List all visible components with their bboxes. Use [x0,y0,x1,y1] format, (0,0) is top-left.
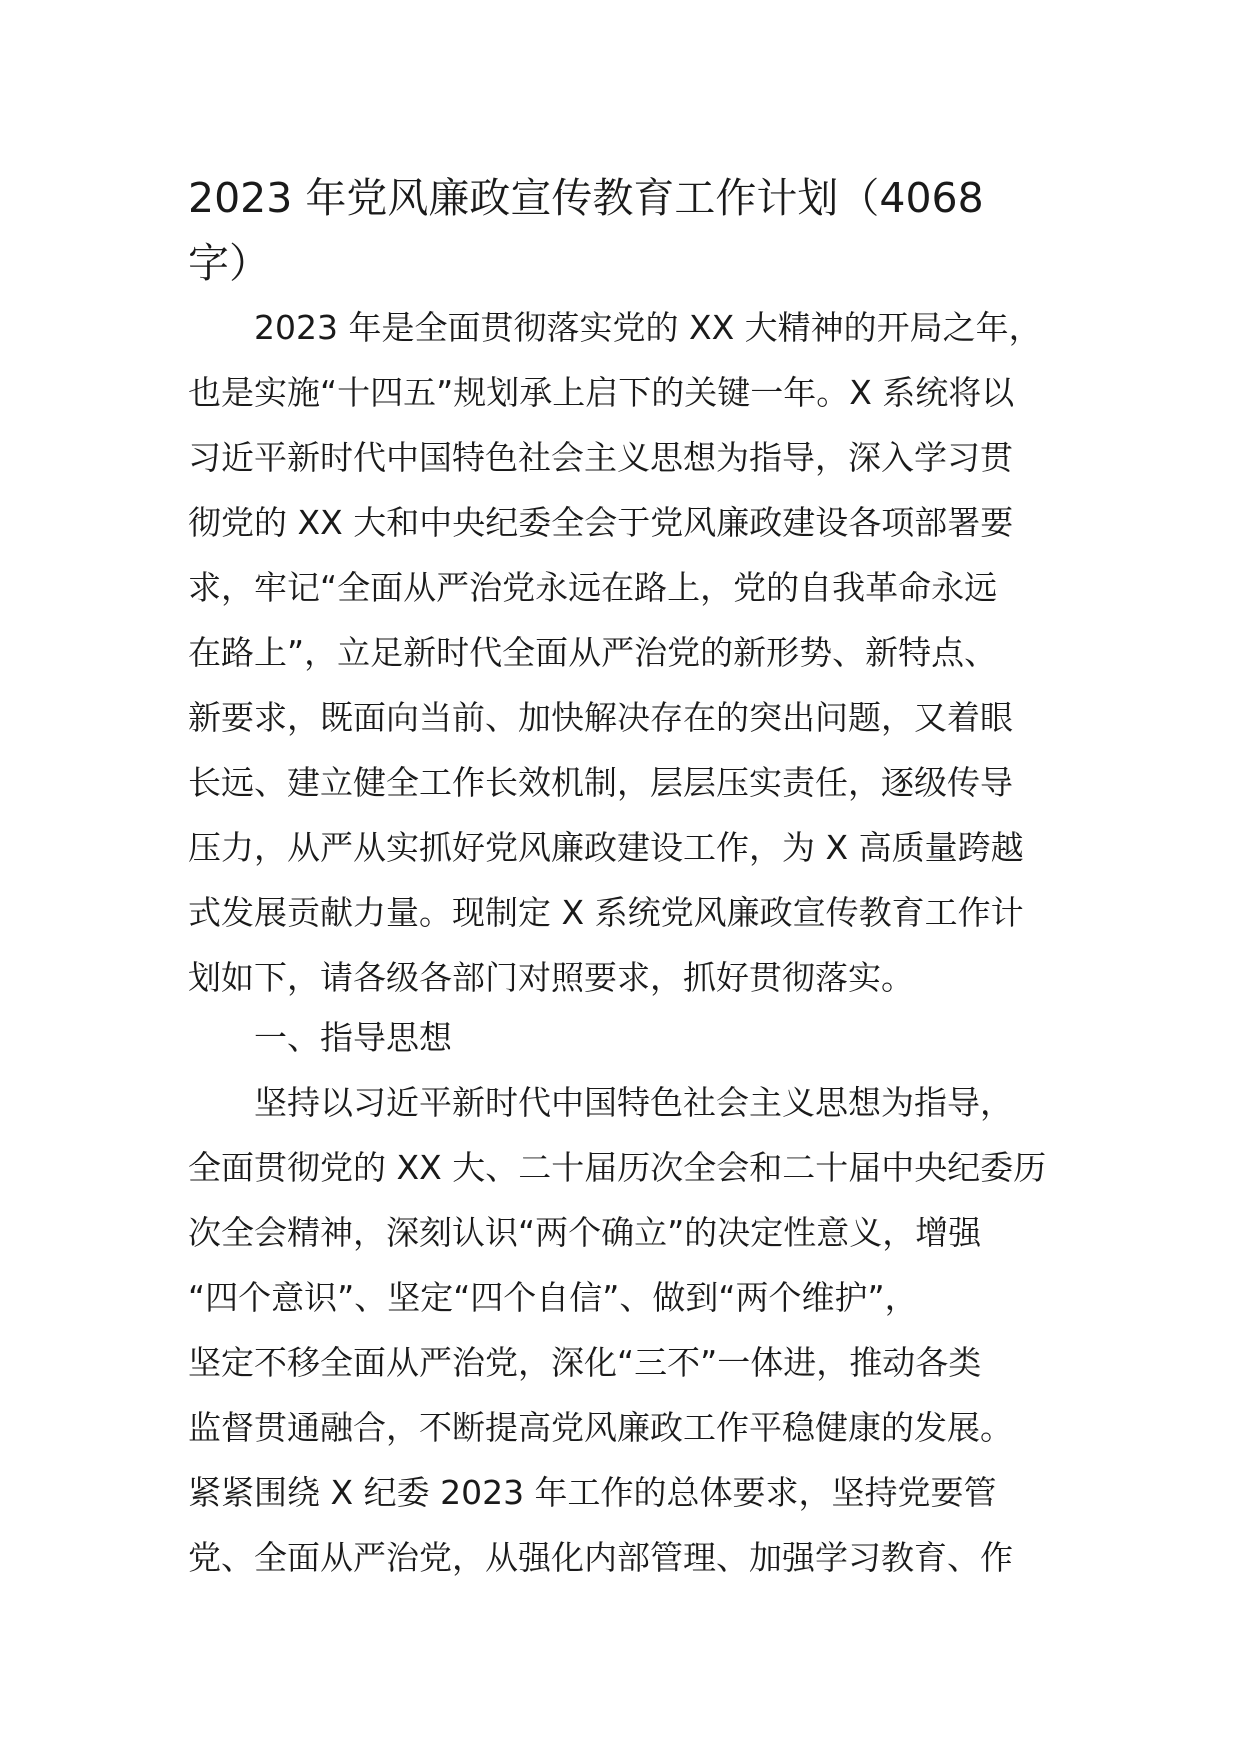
text-line: 全面贯彻党的 XX 大、二十届历次全会和二十届中央纪委历 [188,1148,1047,1187]
title-line: 2023 年党风廉政宣传教育工作计划（4068 [188,174,984,222]
section-heading-guiding-ideology [188,1005,1058,1070]
text-line: 党、全面从严治党，从强化内部管理、加强学习教育、作 [188,1538,1013,1577]
text-line: 次全会精神，深刻认识“两个确立”的决定性意义，增强 [188,1213,982,1252]
paragraph-guiding-ideology [188,1070,1058,1590]
paragraph-intro [188,295,1058,1010]
heading-text: 一、指导思想 [254,1018,452,1057]
text-line: 习近平新时代中国特色社会主义思想为指导，深入学习贯 [188,438,1013,477]
text-line: 坚定不移全面从严治党，深化“三不”一体进，推动各类 [188,1343,982,1382]
text-line: 在路上”，立足新时代全面从严治党的新形势、新特点、 [188,633,998,672]
document-title [188,170,1068,300]
text-line: 长远、建立健全工作长效机制，层层压实责任，逐级传导 [188,763,1013,802]
text-line: 划如下，请各级各部门对照要求，抓好贯彻落实。 [188,958,914,997]
text-line: 压力，从严从实抓好党风廉政建设工作，为 X 高质量跨越 [188,828,1024,867]
text-line: 式发展贡献力量。现制定 X 系统党风廉政宣传教育工作计 [188,893,1024,932]
text-line: 求，牢记“全面从严治党永远在路上，党的自我革命永远 [188,568,998,607]
text-line: 紧紧围绕 X 纪委 2023 年工作的总体要求，坚持党要管 [188,1473,997,1512]
text-line: 彻党的 XX 大和中央纪委全会于党风廉政建设各项部署要 [188,503,1014,542]
text-line: 监督贯通融合，不断提高党风廉政工作平稳健康的发展。 [188,1408,1013,1447]
text-line: 坚持以习近平新时代中国特色社会主义思想为指导， [254,1083,1013,1122]
title-line: 字） [188,239,270,287]
text-line: 2023 年是全面贯彻落实党的 XX 大精神的开局之年， [254,308,1042,347]
text-line: 也是实施“十四五”规划承上启下的关键一年。X 系统将以 [188,373,1015,412]
text-line: 新要求，既面向当前、加快解决存在的突出问题，又着眼 [188,698,1013,737]
text-line: “四个意识”、坚定“四个自信”、做到“两个维护”， [188,1278,918,1317]
